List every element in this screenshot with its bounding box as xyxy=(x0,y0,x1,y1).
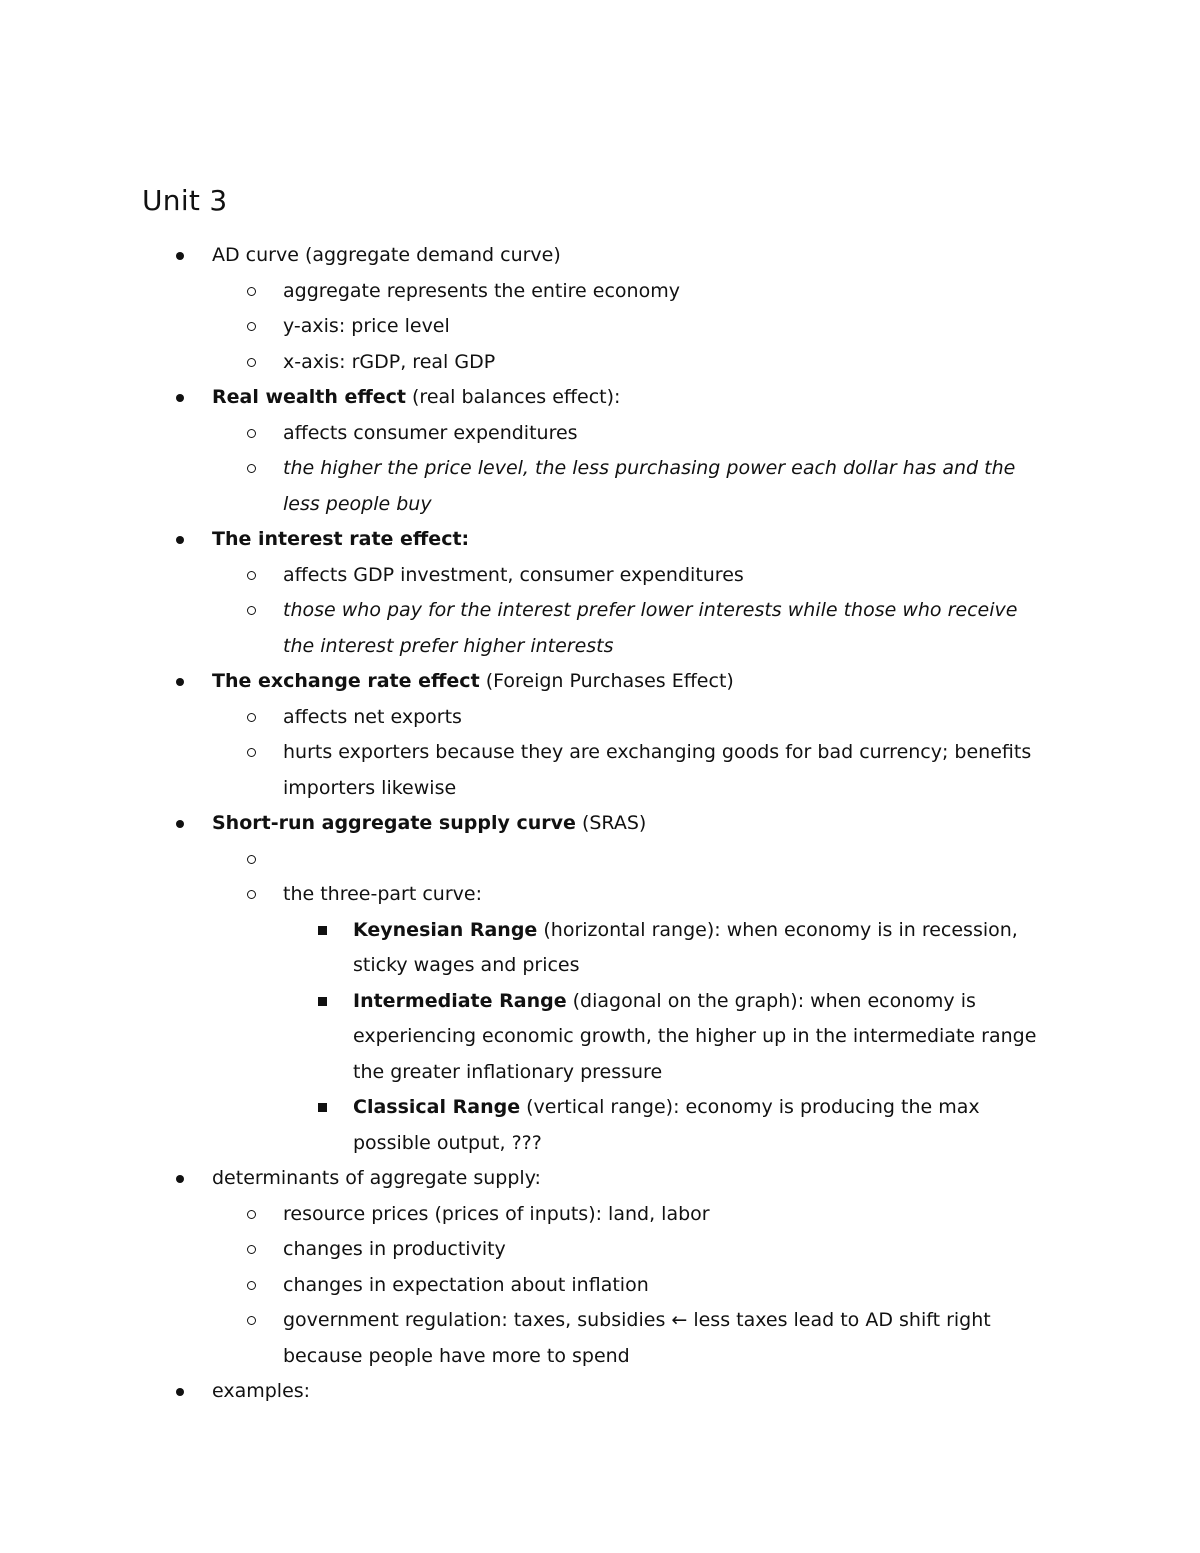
sub-list-item-text: y-axis: price level xyxy=(283,315,450,337)
list-item-real-wealth-effect xyxy=(0,380,1042,416)
sub-list-item-text: affects net exports xyxy=(283,705,462,728)
sub-list-item xyxy=(0,1232,1048,1268)
term-detail: (vertical range): economy is producing the max possible output, ??? xyxy=(353,1096,980,1154)
sub-list-item xyxy=(0,1197,1048,1233)
bullet-square-icon xyxy=(318,1090,327,1126)
range-item-text xyxy=(353,913,1053,984)
list-item-text: The interest rate effect: xyxy=(212,528,470,550)
sub-list-item xyxy=(0,700,1048,736)
term-detail: (Foreign Purchases Effect) xyxy=(479,670,734,692)
term-bold: Real wealth effect xyxy=(212,386,406,408)
term-bold: Classical Range xyxy=(353,1096,521,1118)
sub-list-item-text: affects GDP investment, consumer expenditures xyxy=(283,563,744,586)
sub-list-item-text: x-axis: rGDP, real GDP xyxy=(283,350,496,373)
bullet-circle-icon xyxy=(247,1303,256,1339)
sub-list-item-text: the three-part curve: xyxy=(283,883,482,905)
list-item-text: examples: xyxy=(212,1380,311,1402)
bullet-dot-icon xyxy=(176,380,184,416)
range-item-classical xyxy=(0,1090,1053,1161)
term-bold: Short-run aggregate supply curve xyxy=(212,812,576,834)
bullet-circle-icon xyxy=(247,1268,256,1304)
range-item-text xyxy=(353,1090,1053,1161)
list-item-interest-rate-effect xyxy=(0,522,1042,558)
bullet-circle-icon xyxy=(247,451,256,487)
sub-list-item xyxy=(0,558,1048,594)
sub-list-item xyxy=(0,877,1048,913)
bullet-circle-icon xyxy=(247,1197,256,1233)
notes-list xyxy=(0,238,1200,1410)
bullet-circle-icon xyxy=(247,309,256,345)
sub-list-item xyxy=(0,593,1048,664)
sub-list-item xyxy=(0,345,1048,381)
bullet-dot-icon xyxy=(176,522,184,558)
list-item-text: AD curve (aggregate demand curve) xyxy=(212,244,561,266)
sub-list-item xyxy=(0,735,1048,806)
bullet-dot-icon xyxy=(176,806,184,842)
sub-list-item-text: aggregate represents the entire economy xyxy=(283,279,680,302)
bullet-circle-icon xyxy=(247,877,256,913)
bullet-circle-icon xyxy=(247,345,256,381)
term-detail: (diagonal on the graph): when economy is experiencing economic growth, the higher up in the intermediate range the greater inflationary pressure xyxy=(353,989,1037,1083)
bullet-dot-icon xyxy=(176,1374,184,1410)
bullet-circle-icon xyxy=(247,842,256,878)
bullet-circle-icon xyxy=(247,558,256,594)
list-item-sras xyxy=(0,806,1042,842)
bullet-circle-icon xyxy=(247,700,256,736)
sub-list-item-text: changes in expectation about inflation xyxy=(283,1273,649,1296)
range-item-keynesian xyxy=(0,913,1053,984)
sub-list-item-text xyxy=(283,842,1048,878)
list-item-text xyxy=(212,380,1042,416)
bullet-circle-icon xyxy=(247,416,256,452)
range-item-text xyxy=(353,984,1053,1091)
term-detail: (horizontal range): when economy is in recession, sticky wages and prices xyxy=(353,918,1018,976)
term-bold: The exchange rate effect xyxy=(212,670,480,692)
list-item-exchange-rate-effect xyxy=(0,664,1042,700)
term-bold: Intermediate Range xyxy=(353,989,567,1012)
sub-list-item-text: hurts exporters because they are exchanging goods for bad currency; benefits importers likewise xyxy=(283,741,1032,799)
bullet-circle-icon xyxy=(247,735,256,771)
sub-list-item-text: those who pay for the interest prefer lower interests while those who receive the interest prefer higher interests xyxy=(283,599,1018,657)
sub-list-item xyxy=(0,1303,1048,1374)
bullet-dot-icon xyxy=(176,664,184,700)
list-item-determinants xyxy=(0,1161,1042,1197)
list-item-examples xyxy=(0,1374,1042,1410)
bullet-square-icon xyxy=(318,913,327,949)
term-detail: (real balances effect): xyxy=(405,386,621,408)
bullet-dot-icon xyxy=(176,1161,184,1197)
sub-list-item xyxy=(0,1268,1048,1304)
sub-list-item xyxy=(0,451,1048,522)
list-item-text xyxy=(212,664,1042,700)
bullet-dot-icon xyxy=(176,238,184,274)
term-detail: (SRAS) xyxy=(575,812,647,834)
bullet-circle-icon xyxy=(247,593,256,629)
list-item-text: determinants of aggregate supply: xyxy=(212,1167,541,1189)
sub-list-item-text: government regulation: taxes, subsidies ← less taxes lead to AD shift right because people have more to spend xyxy=(283,1309,991,1367)
sub-list-item-text: resource prices (prices of inputs): land, labor xyxy=(283,1202,710,1225)
range-item-intermediate xyxy=(0,984,1053,1091)
sub-list-item xyxy=(0,416,1048,452)
list-item-text xyxy=(212,806,1042,842)
page-title: Unit 3 xyxy=(142,184,228,217)
sub-list-item-empty xyxy=(0,842,1048,878)
sub-list-item xyxy=(0,274,1048,310)
term-bold: Keynesian Range xyxy=(353,918,538,941)
sub-list-item-text: changes in productivity xyxy=(283,1238,506,1260)
sub-list-item-text: affects consumer expenditures xyxy=(283,421,578,444)
bullet-circle-icon xyxy=(247,274,256,310)
sub-list-item-text: the higher the price level, the less purchasing power each dollar has and the less people buy xyxy=(283,457,1016,515)
list-item-ad-curve xyxy=(0,238,1042,274)
bullet-circle-icon xyxy=(247,1232,256,1268)
sub-list-item xyxy=(0,309,1048,345)
bullet-square-icon xyxy=(318,984,327,1020)
